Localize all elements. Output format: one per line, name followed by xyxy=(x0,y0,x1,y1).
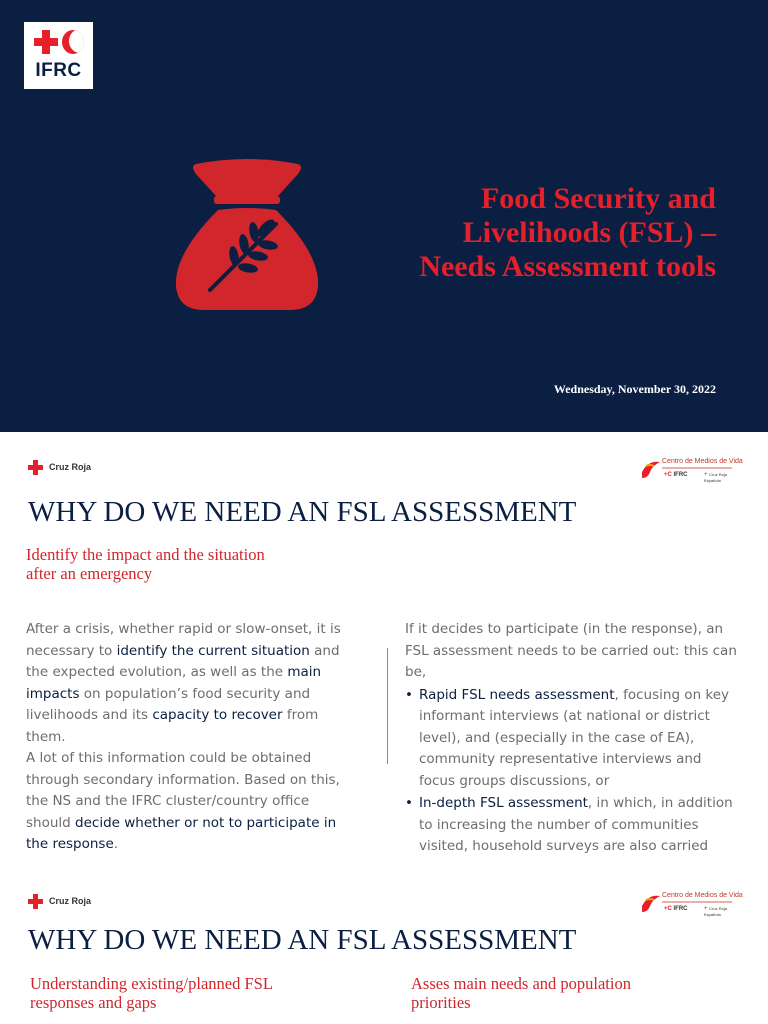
cruz-roja-logo xyxy=(28,893,91,909)
cmv-name: Centro de Medios de Vida xyxy=(662,458,743,465)
list-item xyxy=(405,685,740,793)
ifrc-logo-text: IFRC xyxy=(35,60,82,81)
text: from them. xyxy=(26,707,319,745)
cmv-swirl-icon xyxy=(640,458,662,480)
cruz-roja-label: Cruz Roja xyxy=(49,462,92,472)
text: . xyxy=(113,836,119,852)
highlight: decide whether or not to participate in the response xyxy=(26,814,337,852)
cmv-ifrc-label: +C IFRC xyxy=(664,906,688,912)
red-cross-icon xyxy=(34,30,58,54)
highlight: Rapid FSL needs assessment xyxy=(419,686,615,703)
cmv-cre-label: + Cruz Roja Española xyxy=(704,472,738,483)
title-line: Food Security and xyxy=(480,182,716,215)
list-item xyxy=(405,793,740,858)
presentation-title xyxy=(330,182,716,284)
text: After a crisis, whether rapid or slow-onset, it is necessary to xyxy=(26,621,341,659)
cmv-underline xyxy=(662,901,732,903)
title-slide xyxy=(0,0,768,432)
text: A lot of this information could be obtained through secondary information. Based on this, the NS and the IFRC cluster/country office should xyxy=(26,750,340,831)
grain-sack-icon xyxy=(174,158,320,312)
title-line: Needs Assessment tools xyxy=(419,250,716,283)
subheading-line: Identify the impact and the situation xyxy=(26,545,265,564)
cmv-swirl-icon xyxy=(640,892,662,914)
column-divider xyxy=(387,648,388,764)
paragraph xyxy=(26,748,344,856)
centro-medios-de-vida-logo xyxy=(640,458,743,483)
bullet-list xyxy=(405,685,740,858)
title-line: Livelihoods (FSL) – xyxy=(462,216,716,249)
subheading-line: priorities xyxy=(411,993,471,1012)
subheading-line: responses and gaps xyxy=(30,993,157,1012)
right-column-text xyxy=(405,619,740,858)
cruz-roja-logo xyxy=(28,459,91,475)
highlight: identify the current situation xyxy=(116,642,310,659)
cmv-ifrc-label: +C IFRC xyxy=(664,472,688,478)
slide-subheading xyxy=(26,545,265,583)
paragraph: If it decides to participate (in the response), an FSL assessment needs to be carried out: this can be, xyxy=(405,621,737,680)
ifrc-logo xyxy=(24,22,93,89)
text: , in which, in addition to increasing the number of communities visited, household surveys are also carried xyxy=(419,795,733,854)
content-slide xyxy=(0,874,768,1024)
subheading-line: after an emergency xyxy=(26,564,153,583)
red-cross-icon xyxy=(28,894,43,909)
slide-heading: WHY DO WE NEED AN FSL ASSESSMENT xyxy=(28,924,577,956)
subheading-line: Asses main needs and population xyxy=(411,974,631,993)
slide-heading: WHY DO WE NEED AN FSL ASSESSMENT xyxy=(28,496,577,528)
text: and the expected evolution, as well as the xyxy=(26,642,340,680)
centro-medios-de-vida-logo xyxy=(640,892,743,917)
highlight: main impacts xyxy=(26,664,322,702)
highlight: capacity to recover xyxy=(152,707,283,723)
left-column-text xyxy=(26,619,344,856)
cmv-underline xyxy=(662,467,732,469)
subheading-line: Understanding existing/planned FSL xyxy=(30,974,273,993)
text: on population’s food security and livelihoods and its xyxy=(26,685,311,723)
cmv-cre-label: + Cruz Roja Española xyxy=(704,906,738,917)
slide-subheading-right xyxy=(411,974,631,1012)
slide-subheading-left xyxy=(30,974,273,1012)
cmv-name: Centro de Medios de Vida xyxy=(662,892,743,899)
presentation-date: Wednesday, November 30, 2022 xyxy=(553,382,716,396)
red-cross-icon xyxy=(28,460,43,475)
content-slide xyxy=(0,432,768,870)
red-crescent-icon xyxy=(62,30,84,54)
text: , focusing on key informant interviews (at national or district level), and (especially in the case of EA), community representative interviews and focus groups discussions, or xyxy=(419,686,730,789)
highlight: In-depth FSL assessment xyxy=(419,795,588,811)
paragraph xyxy=(26,619,344,748)
cruz-roja-label: Cruz Roja xyxy=(49,896,92,906)
